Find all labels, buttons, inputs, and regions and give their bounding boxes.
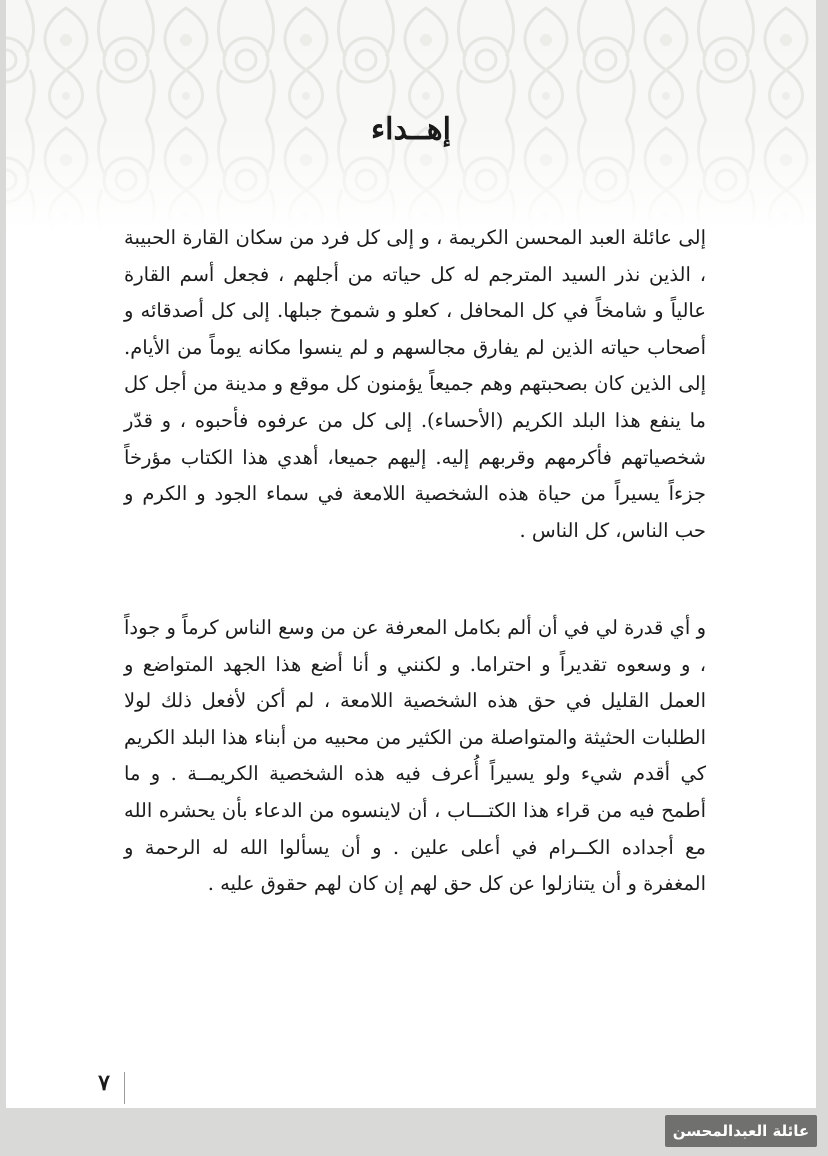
page-number: ٧ (98, 1070, 110, 1096)
watermark-badge: عائلة العبدالمحسن (665, 1115, 817, 1147)
paragraph-2-text: و أي قدرة لي في أن ألم بكامل المعرفة عن من وسع الناس كرماً و جوداً ، و وسعوه تقديراً و احتراما. و لكنني و أنا أضع هذا الجهد المتواضع و العمل القليل في حق هذه الشخصية اللامعة ، لم أكن لأفعل ذلك لولا الطلبات الحثيثة والمتواصلة من الكثير من محبيه من أبناء هذا البلد الكريم كي أقدم شيء ولو يسيراً أُعرف فيه هذه الشخصية الكريمــة . و ما أطمح فيه من قراء هذا الكتـــاب ، أن لاينسوه من الدعاء بأن يحشره الله مع أجداده الكــرام في أعلى علين . و أن يسألوا الله له الرحمة و المغفرة و أن يتنازلوا عن كل حق لهم إن كان لهم حقوق عليه . (124, 616, 706, 896)
book-page (6, 0, 816, 1108)
footer-divider (124, 1072, 125, 1104)
dedication-paragraph-1 (124, 220, 706, 549)
page-title: إهــداء (371, 112, 451, 147)
paragraph-1-text: إلى عائلة العبد المحسن الكريمة ، و إلى كل فرد من سكان القارة الحبيبة ، الذين نذر السيد المترجم له كل حياته من أجلهم ، فجعل أسم القارة عالياً و شامخاً في كل المحافل ، كعلو و شموخ جبلها. إلى كل أصدقائه و أصحاب حياته الذين لم يفارق مجالسهم و لم ينسوا مكانه يوماً من الأيام. إلى الذين كان بصحبتهم وهم جميعاً يؤمنون كل موقع و مدينة من أجل كل ما ينفع هذا البلد الكريم (الأحساء). إلى كل من عرفوه فأحبوه ، و قدّر شخصياتهم فأكرمهم وقربهم إليه. إليهم جميعا، أهدي هذا الكتاب مؤرخاً جزءاً يسيراً من حياة هذه الشخصية اللامعة في سماء الجود و الكرم و حب الناس، كل الناس . (124, 226, 706, 542)
dedication-paragraph-2 (124, 610, 706, 903)
